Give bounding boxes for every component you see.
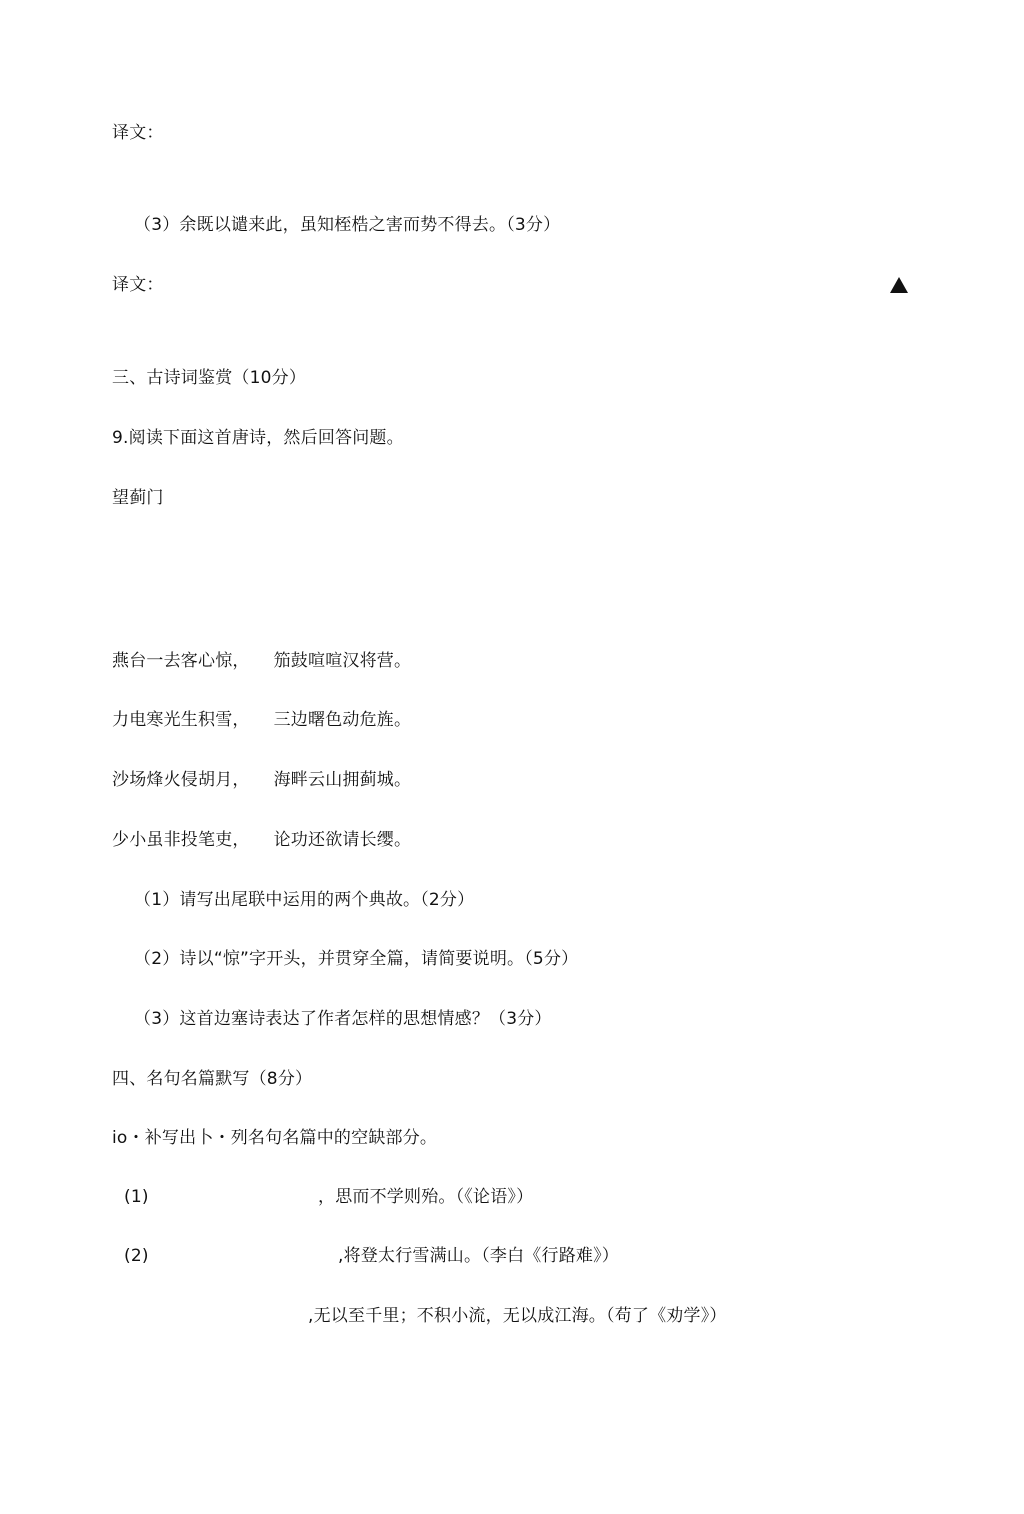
question-10-prompt: io・补写出卜・列名句名篇中的空缺部分。 — [112, 1128, 438, 1148]
poem-line-1 — [112, 650, 411, 672]
fill-blank-3-text: ,无以至千里；不积小流，无以成江海。（苟了《劝学》） — [308, 1306, 727, 1326]
poem-line-1-first: 燕台一去客心惊， — [112, 651, 250, 671]
question-9-prompt: 9.阅读下面这首唐诗，然后回答问题。 — [112, 428, 404, 448]
poem-line-4-first: 少小虽非投笔吏， — [112, 830, 250, 850]
poem-line-3 — [112, 769, 411, 791]
translation-label-1: 译文： — [112, 123, 164, 143]
question-9-2: （2）诗以“惊”字开头，并贯穿全篇，请简要说明。（5分） — [134, 949, 579, 969]
poem-line-2 — [112, 709, 411, 731]
translation-label-2: 译文： — [112, 275, 164, 295]
poem-line-4 — [112, 829, 411, 851]
section-3-title: 三、古诗词鉴赏（10分） — [112, 368, 307, 388]
poem-line-3-second: 海畔云山拥蓟城。 — [273, 770, 412, 790]
poem-line-2-second: 三边曙色动危旌。 — [273, 710, 412, 730]
poem-line-1-second: 笳鼓喧喧汉将营。 — [273, 651, 412, 671]
question-8-3: （3）余既以谴来此，虽知桎梏之害而势不得去。（3分） — [134, 215, 561, 235]
fill-blank-1-number: (1) — [124, 1187, 149, 1207]
poem-title: 望蓟门 — [112, 488, 164, 508]
fill-blank-1-text: ，思而不学则殆。（《论语》） — [318, 1187, 534, 1207]
poem-line-2-first: 力电寒光生积雪， — [112, 710, 250, 730]
fill-blank-2-text: ,将登太行雪满山。（李白《行路难》） — [338, 1246, 620, 1266]
section-4-title: 四、名句名篇默写（8分） — [112, 1069, 313, 1089]
triangle-up-icon — [890, 277, 908, 293]
poem-line-4-second: 论功还欲请长缨。 — [273, 830, 412, 850]
question-9-3: （3）这首边塞诗表达了作者怎样的思想情感？（3分） — [134, 1009, 552, 1029]
fill-blank-2-number: (2) — [124, 1246, 149, 1266]
question-9-1: （1）请写出尾联中运用的两个典故。（2分） — [134, 890, 475, 910]
poem-line-3-first: 沙场烽火侵胡月， — [112, 770, 250, 790]
